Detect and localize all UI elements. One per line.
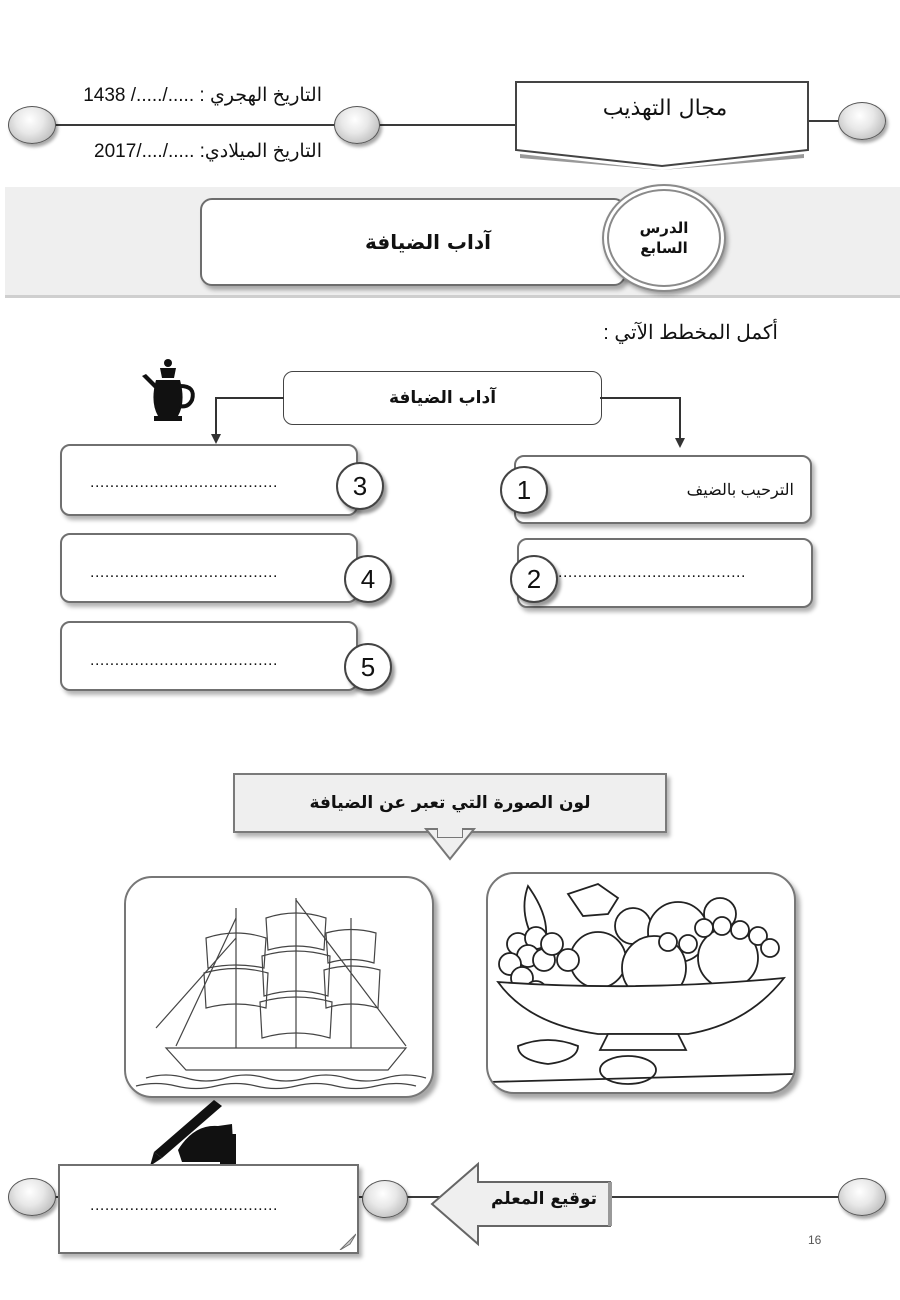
coloring-instruction: لون الصورة التي تعبر عن الضيافة — [309, 793, 591, 813]
footer-node-middle — [362, 1180, 408, 1218]
diagram-title: آداب الضيافة — [388, 388, 497, 408]
signature-blank: ...................................... — [90, 1197, 278, 1214]
lesson-title: آداب الضيافة — [364, 230, 491, 254]
etiquette-blank-5: ...................................... — [90, 652, 278, 669]
fruit-bowl-drawing — [488, 874, 794, 1092]
number-badge-5: 5 — [344, 643, 392, 691]
footer-node-left — [8, 1178, 56, 1216]
coloring-instruction-box — [233, 773, 667, 833]
number-badge-2: 2 — [510, 555, 558, 603]
etiquette-text-1: الترحيب بالضيف — [686, 482, 794, 499]
pen-hand-icon — [148, 1100, 238, 1166]
etiquette-blank-3: ...................................... — [90, 474, 278, 491]
domain-title-banner — [512, 74, 812, 170]
domain-title: مجال التهذيب — [602, 96, 728, 121]
etiquette-blank-4: ...................................... — [90, 564, 278, 581]
number-badge-4: 4 — [344, 555, 392, 603]
number-badge-3: 3 — [336, 462, 384, 510]
lesson-title-box — [200, 198, 626, 286]
hijri-date: التاريخ الهجري : ...../...../ 1438 — [83, 85, 322, 106]
fruit-bowl-picture[interactable] — [486, 872, 796, 1094]
signature-box-fold — [338, 1232, 356, 1250]
header-node-middle — [334, 106, 380, 144]
header-node-left — [8, 106, 56, 144]
header-node-right — [838, 102, 886, 140]
number-badge-1: 1 — [500, 466, 548, 514]
etiquette-blank-2: ...................................... — [558, 564, 746, 581]
header-connector-line — [30, 124, 520, 126]
gregorian-date: التاريخ الميلادي: ...../..../2017 — [94, 141, 322, 162]
lesson-number-badge — [602, 184, 726, 292]
coloring-pointer — [422, 827, 478, 863]
footer-node-right — [838, 1178, 886, 1216]
ship-picture[interactable] — [124, 876, 434, 1098]
lesson-label: الدرس — [639, 219, 689, 237]
sailing-ship-drawing — [126, 878, 432, 1096]
teapot-icon — [138, 356, 200, 422]
lesson-number: السابع — [640, 239, 688, 257]
teacher-signature-label: توقيع المعلم — [490, 1189, 598, 1209]
activity-instruction: أكمل المخطط الآتي : — [603, 322, 778, 344]
page-number: 16 — [808, 1233, 822, 1247]
